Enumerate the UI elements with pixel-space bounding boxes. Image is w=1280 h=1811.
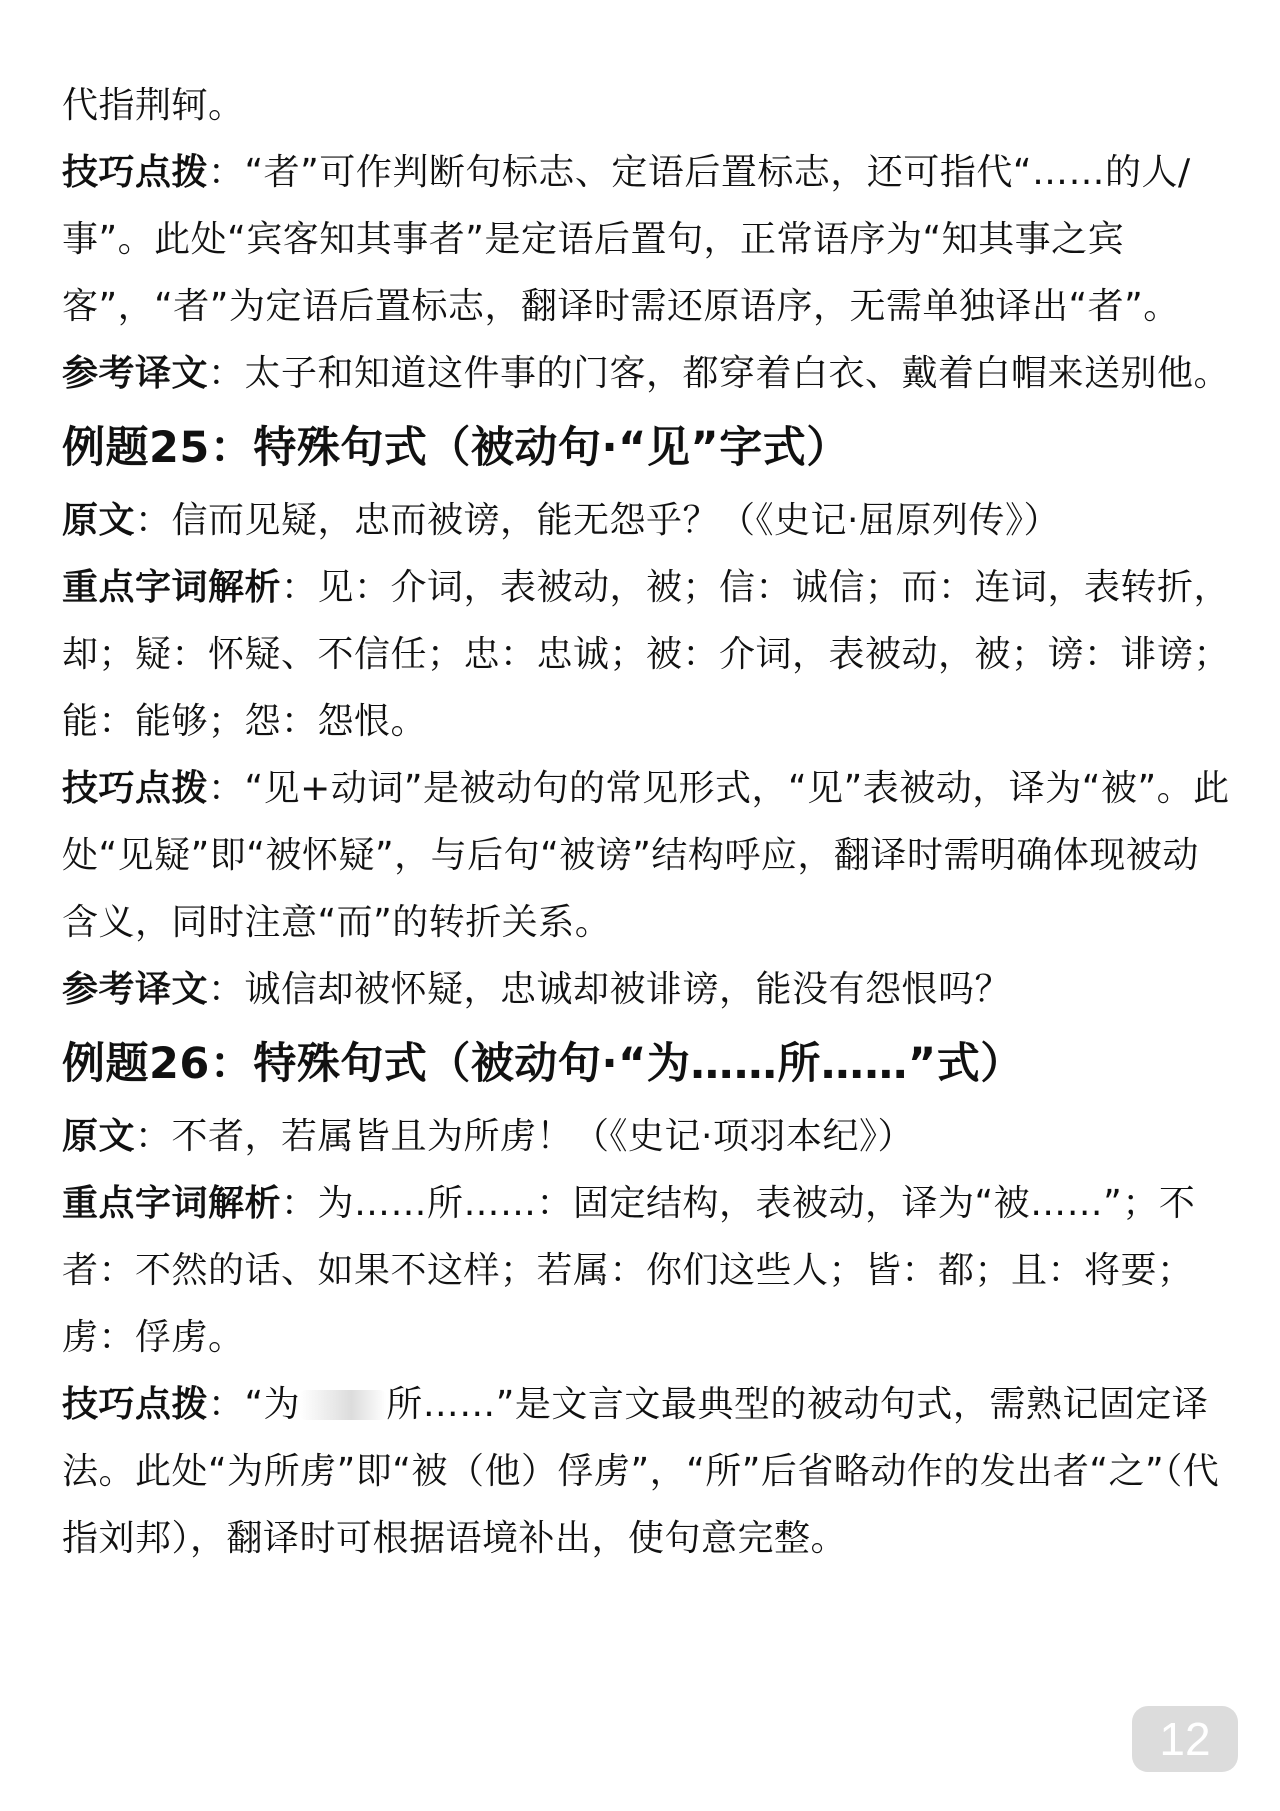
paragraph-text: 信而见疑，忠而被谤，能无怨乎？（《史记·屈原列传》） [171, 500, 1060, 541]
original-text-paragraph-25: 原文：信而见疑，忠而被谤，能无怨乎？（《史记·屈原列传》） [62, 500, 1060, 541]
paragraph-label: 重点字词解析 [62, 567, 282, 608]
tip-paragraph-1: 技巧点拨：“者”可作判断句标志、定语后置标志，还可指代“……的人/事”。此处“宾客知其事者”是定语后置句，正常语序为“知其事之宾客”，“者”为定语后置标志，翻译时需还原语序，无需单独译出“者”。 [62, 152, 1191, 327]
paragraph-continuation: 代指荆轲。 [62, 85, 245, 126]
page-number-badge: 12 [1132, 1706, 1238, 1772]
paragraph-text: 诚信却被怀疑，忠诚却被诽谤，能没有怨恨吗？ [244, 969, 1012, 1010]
paragraph-text-before: “为 [244, 1384, 301, 1425]
paragraph-label: 参考译文 [62, 969, 209, 1010]
paragraph-text-after: 所……”是文言文最典型的被动句式，需熟记固定译法。此处“为所虏”即“被（他）俘虏”，“所”后省略动作的发出者“之”（代指刘邦），翻译时可根据语境补出，使句意完整。 [62, 1384, 1220, 1559]
paragraph-label: 原文 [62, 500, 136, 541]
example-26-heading: 例题26：特殊句式（被动句·“为……所……”式） [62, 1039, 1024, 1089]
paragraph-label: 技巧点拨 [62, 768, 209, 809]
paragraph-text: 不者，若属皆且为所虏！（《史记·项羽本纪》） [171, 1116, 914, 1157]
paragraph-text: 太子和知道这件事的门客，都穿着白衣、戴着白帽来送别他。 [244, 353, 1231, 394]
tip-paragraph-26: 技巧点拨：“为 所……”是文言文最典型的被动句式，需熟记固定译法。此处“为所虏”即“被（他）俘虏”，“所”后省略动作的发出者“之”（代指刘邦），翻译时可根据语境补出，使句意完整。 [62, 1384, 1220, 1559]
paragraph-text: 见：介词，表被动，被；信：诚信；而：连词，表转折，却；疑：怀疑、不信任；忠：忠诚；被：介词，表被动，被；谤：诽谤；能：能够；怨：怨恨。 [62, 567, 1231, 742]
translation-paragraph-25: 参考译文：诚信却被怀疑，忠诚却被诽谤，能没有怨恨吗？ [62, 969, 1012, 1010]
paragraph-text: “者”可作判断句标志、定语后置标志，还可指代“……的人/事”。此处“宾客知其事者”是定语后置句，正常语序为“知其事之宾客”，“者”为定语后置标志，翻译时需还原语序，无需单独译出“者”。 [62, 152, 1191, 327]
example-25-heading: 例题25：特殊句式（被动句·“见”字式） [62, 423, 850, 473]
original-text-paragraph-26: 原文：不者，若属皆且为所虏！（《史记·项羽本纪》） [62, 1116, 914, 1157]
paragraph-label: 原文 [62, 1116, 136, 1157]
paragraph-label: 技巧点拨 [62, 1384, 209, 1425]
paragraph-text: 为……所……：固定结构，表被动，译为“被……”；不者：不然的话、如果不这样；若属：你们这些人；皆：都；且：将要；虏：俘虏。 [62, 1183, 1196, 1358]
blurred-redaction [300, 1390, 386, 1420]
paragraph-label: 参考译文 [62, 353, 209, 394]
word-analysis-paragraph-25: 重点字词解析：见：介词，表被动，被；信：诚信；而：连词，表转折，却；疑：怀疑、不信任；忠：忠诚；被：介词，表被动，被；谤：诽谤；能：能够；怨：怨恨。 [62, 567, 1231, 742]
paragraph-label: 技巧点拨 [62, 152, 209, 193]
word-analysis-paragraph-26: 重点字词解析：为……所……：固定结构，表被动，译为“被……”；不者：不然的话、如果不这样；若属：你们这些人；皆：都；且：将要；虏：俘虏。 [62, 1183, 1196, 1358]
paragraph-label: 重点字词解析 [62, 1183, 282, 1224]
translation-paragraph-1: 参考译文：太子和知道这件事的门客，都穿着白衣、戴着白帽来送别他。 [62, 353, 1231, 394]
document-body [62, 72, 1234, 1572]
paragraph-text: “见+动词”是被动句的常见形式，“见”表被动，译为“被”。此处“见疑”即“被怀疑”，与后句“被谤”结构呼应，翻译时需明确体现被动含义，同时注意“而”的转折关系。 [62, 768, 1230, 943]
tip-paragraph-25: 技巧点拨：“见+动词”是被动句的常见形式，“见”表被动，译为“被”。此处“见疑”即“被怀疑”，与后句“被谤”结构呼应，翻译时需明确体现被动含义，同时注意“而”的转折关系。 [62, 768, 1230, 943]
